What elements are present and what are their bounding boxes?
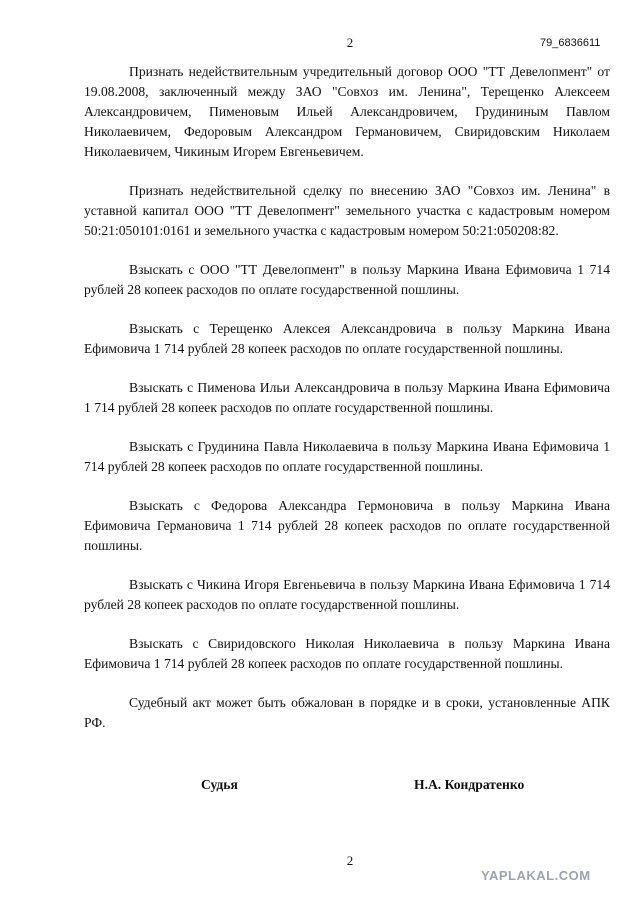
paragraph-invalidate-transaction: Признать недействительной сделку по внесению ЗАО "Совхоз им. Ленина" в уставной капитал ООО "ТТ Девелопмент" земельного участка с кадастровым номером 50:21:050101:0161 и земельного участка с кадастровым номером 50:21:050208:82.: [84, 183, 610, 238]
paragraph-recover-pimenov: Взыскать с Пименова Ильи Александровича в пользу Маркина Ивана Ефимовича 1 714 рублей 28 копеек расходов по оплате государственной пошлины.: [84, 380, 610, 415]
watermark-logo: YAPLAKAL.COM: [481, 868, 591, 883]
document-body: [84, 62, 610, 752]
judge-title: Судья: [201, 777, 238, 792]
paragraph-recover-sviridovsky: Взыскать с Свиридовского Николая Николаевича в пользу Маркина Ивана Ефимовича 1 714 рублей 28 копеек расходов по оплате государственной пошлины.: [84, 636, 610, 671]
document-id: 79_6836611: [540, 37, 601, 49]
paragraph-recover-tt-development: Взыскать с ООО "ТТ Девелопмент" в пользу Маркина Ивана Ефимовича 1 714 рублей 28 копеек расходов по оплате государственной пошлины.: [84, 262, 610, 297]
paragraph-recover-chikin: Взыскать с Чикина Игоря Евгеньевича в пользу Маркина Ивана Ефимовича 1 714 рублей 28 копеек расходов по оплате государственной пошлины.: [84, 577, 610, 612]
judge-name: Н.А. Кондратенко: [414, 777, 525, 792]
page-number-top: 2: [346, 35, 354, 50]
paragraph-recover-tereshchenko: Взыскать с Терещенко Алексея Александровича в пользу Маркина Ивана Ефимовича 1 714 рублей 28 копеек расходов по оплате государственной пошлины.: [84, 321, 610, 356]
paragraph-recover-grudinin: Взыскать с Грудинина Павла Николаевича в пользу Маркина Ивана Ефимовича 1 714 рублей 28 копеек расходов по оплате государственной пошлины.: [84, 439, 610, 474]
paragraph-appeal-notice: Судебный акт может быть обжалован в порядке и в сроки, установленные АПК РФ.: [84, 695, 610, 730]
paragraph-recover-fedorov: Взыскать с Федорова Александра Гермоновича в пользу Маркина Ивана Ефимовича Германовича 1 714 рублей 28 копеек расходов по оплате государственной пошлины.: [84, 498, 610, 553]
page-number-bottom: 2: [346, 853, 354, 868]
paragraph-invalidate-agreement: Признать недействительным учредительный договор ООО "ТТ Девелопмент" от 19.08.2008, заключенный между ЗАО "Совхоз им. Ленина", Терещенко Алексеем Александровичем, Пименовым Ильей Александровичем, Грудининым Павлом Николаевичем, Федоровым Александром Германовичем, Свиридовским Николаем Николаевичем, Чикиным Игорем Евгеньевичем.: [84, 64, 610, 159]
